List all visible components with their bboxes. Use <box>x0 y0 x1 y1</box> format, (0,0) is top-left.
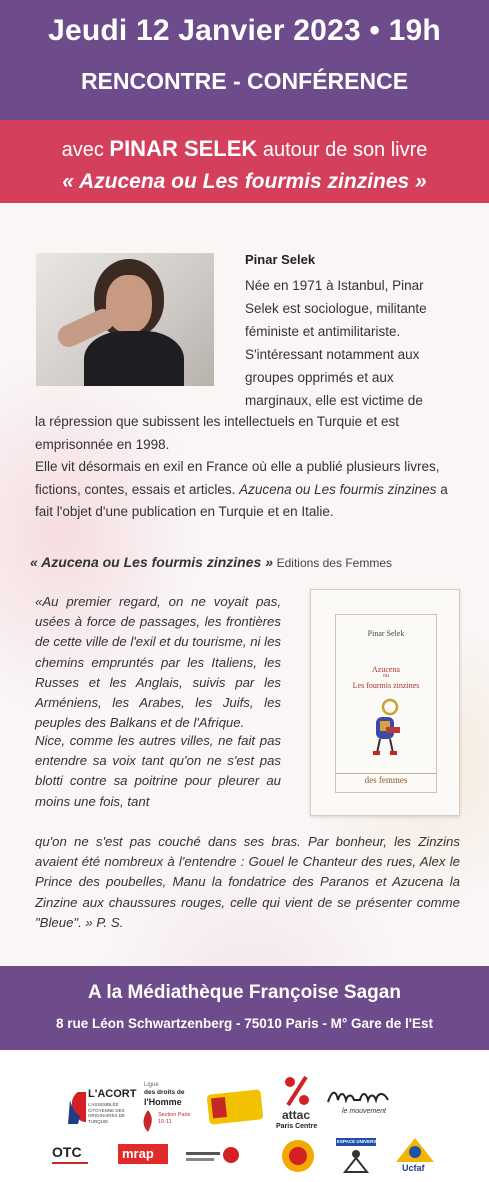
logo-otc <box>52 1142 92 1170</box>
acort-subtitle: L'ASSEMBLÉE CITOYENNE DES ORIGINAIRES DE TURQUIE <box>88 1102 126 1124</box>
acort-flag-icon <box>68 1090 88 1124</box>
speaker-banner <box>0 120 489 203</box>
attac-percent-icon <box>282 1074 312 1108</box>
bio-book-title: Azucena ou Les fourmis zinzines <box>239 481 437 497</box>
book-cover-frame <box>335 614 437 793</box>
orange-circle-icon <box>280 1138 316 1174</box>
quote-paragraph-2: Nice, comme les autres villes, ne fait pas entendre sa voix tant qu'on ne s'est pas blotti contre sa poitrine pour pleurer au moins une fois, tant <box>35 733 281 809</box>
venue-name: A la Médiathèque Françoise Sagan <box>88 982 401 1003</box>
logo-acort <box>68 1088 137 1132</box>
logo-collectif <box>186 1146 242 1168</box>
book-publisher: Editions des Femmes <box>276 556 392 570</box>
attac-subtitle: Paris Centre <box>276 1123 318 1130</box>
cover-title-line3: Les fourmis zinzines <box>352 681 420 690</box>
event-date: Jeudi 12 Janvier 2023 • 19h <box>48 14 441 47</box>
espace-people-icon <box>341 1148 371 1174</box>
partner-logos <box>0 1050 489 1182</box>
attac-name: attac <box>282 1108 311 1122</box>
cover-title-line2: ou <box>383 673 389 679</box>
acort-name: L'ACORT <box>88 1088 137 1100</box>
cover-title-line1: Azucena <box>372 665 400 674</box>
banner-book-title: « Azucena ou Les fourmis zinzines » <box>62 170 427 193</box>
espace-name: ESPACE UNIVERSEL <box>337 1139 383 1144</box>
collectif-circle-icon <box>222 1146 240 1164</box>
speaker-line <box>0 136 489 162</box>
logo-espace-universel <box>336 1138 383 1176</box>
ucfaf-emblem-icon <box>392 1136 438 1164</box>
logo-orange-circle <box>280 1138 316 1174</box>
logo-ucfaf <box>392 1136 442 1176</box>
cover-illustration-icon <box>368 697 404 757</box>
cover-publisher: des femmes <box>336 773 436 785</box>
bio-text-full <box>35 411 460 524</box>
header-band <box>0 0 489 120</box>
venue-address: 8 rue Léon Schwartzenberg - 75010 Paris - M° Gare de l'Est <box>56 1016 433 1031</box>
armenian-subtitle: le mouvement <box>342 1108 386 1115</box>
with-suffix: autour de son livre <box>257 139 428 161</box>
logo-ldh <box>136 1082 198 1138</box>
author-photo <box>36 253 214 386</box>
ldh-small: Ligue <box>144 1082 159 1088</box>
bio-text-full-2a: Elle vit désormais en exil en France où elle a publié plusieurs livres, fictions, contes, essais et articles. <box>35 459 440 497</box>
bio-text-side: Née en 1971 à Istanbul, Pinar Selek est sociologue, militante féministe et antimilitariste. S'intéressant notamment aux groupes opprimés et aux marginaux, elle est victime de <box>245 278 427 408</box>
logo-attac <box>272 1074 320 1132</box>
armenian-script-icon <box>326 1088 392 1108</box>
book-title: « Azucena ou Les fourmis zinzines » <box>30 554 273 570</box>
book-heading <box>30 554 470 570</box>
cover-author: Pinar Selek <box>367 629 405 638</box>
mrap-name: mrap <box>122 1146 154 1161</box>
ldh-section: Section Paris 10-11 <box>158 1112 191 1125</box>
book-cover <box>310 589 460 816</box>
ldh-big: l'Homme <box>144 1097 182 1107</box>
speaker-name: PINAR SELEK <box>109 136 258 161</box>
ldh-mid: des droits de <box>144 1089 185 1096</box>
venue-band <box>0 966 489 1050</box>
bio-name: Pinar Selek <box>245 252 316 267</box>
ucfaf-name: Ucfaf <box>402 1163 425 1173</box>
quote-paragraph-1: «Au premier regard, on ne voyait pas, usées à force de passages, les frontières de cette ville de l'exil et du tourisme, ni les chemins empruntés par les Italiens, les Russes et les Anglais, suivis par les Arméniens, les Arabes, les Juifs, les peuples des Balkans et de l'Afrique. <box>35 594 281 731</box>
with-prefix: avec <box>61 139 110 161</box>
yellow-badge-icon <box>206 1088 264 1128</box>
logo-armenian <box>326 1088 396 1126</box>
logo-yellow <box>206 1088 264 1128</box>
quote-paragraph-3: qu'on ne s'est pas couché dans ses bras. Par bonheur, les Zinzins avaient été nombreux à l'entendre : Gouel le Chanteur des rues, Alex le Prince des poubelles, Manu la fondatrice des Paranos et Azucena la Zinzine aux chaussures rouges, celle qui vient de se présenter comme "Bleue". » P. S. <box>35 834 460 930</box>
otc-name: OTC <box>52 1144 82 1160</box>
event-type: RENCONTRE - CONFÉRENCE <box>80 68 409 94</box>
ldh-flame-icon <box>140 1110 156 1132</box>
bio-text-full-1: la répression que subissent les intellectuels en Turquie et est emprisonnée en 1998. <box>35 414 399 452</box>
bio-text-full-2c: a fait l'objet d'une publication en Turquie et en Italie. <box>35 481 448 519</box>
logo-mrap <box>118 1144 170 1168</box>
